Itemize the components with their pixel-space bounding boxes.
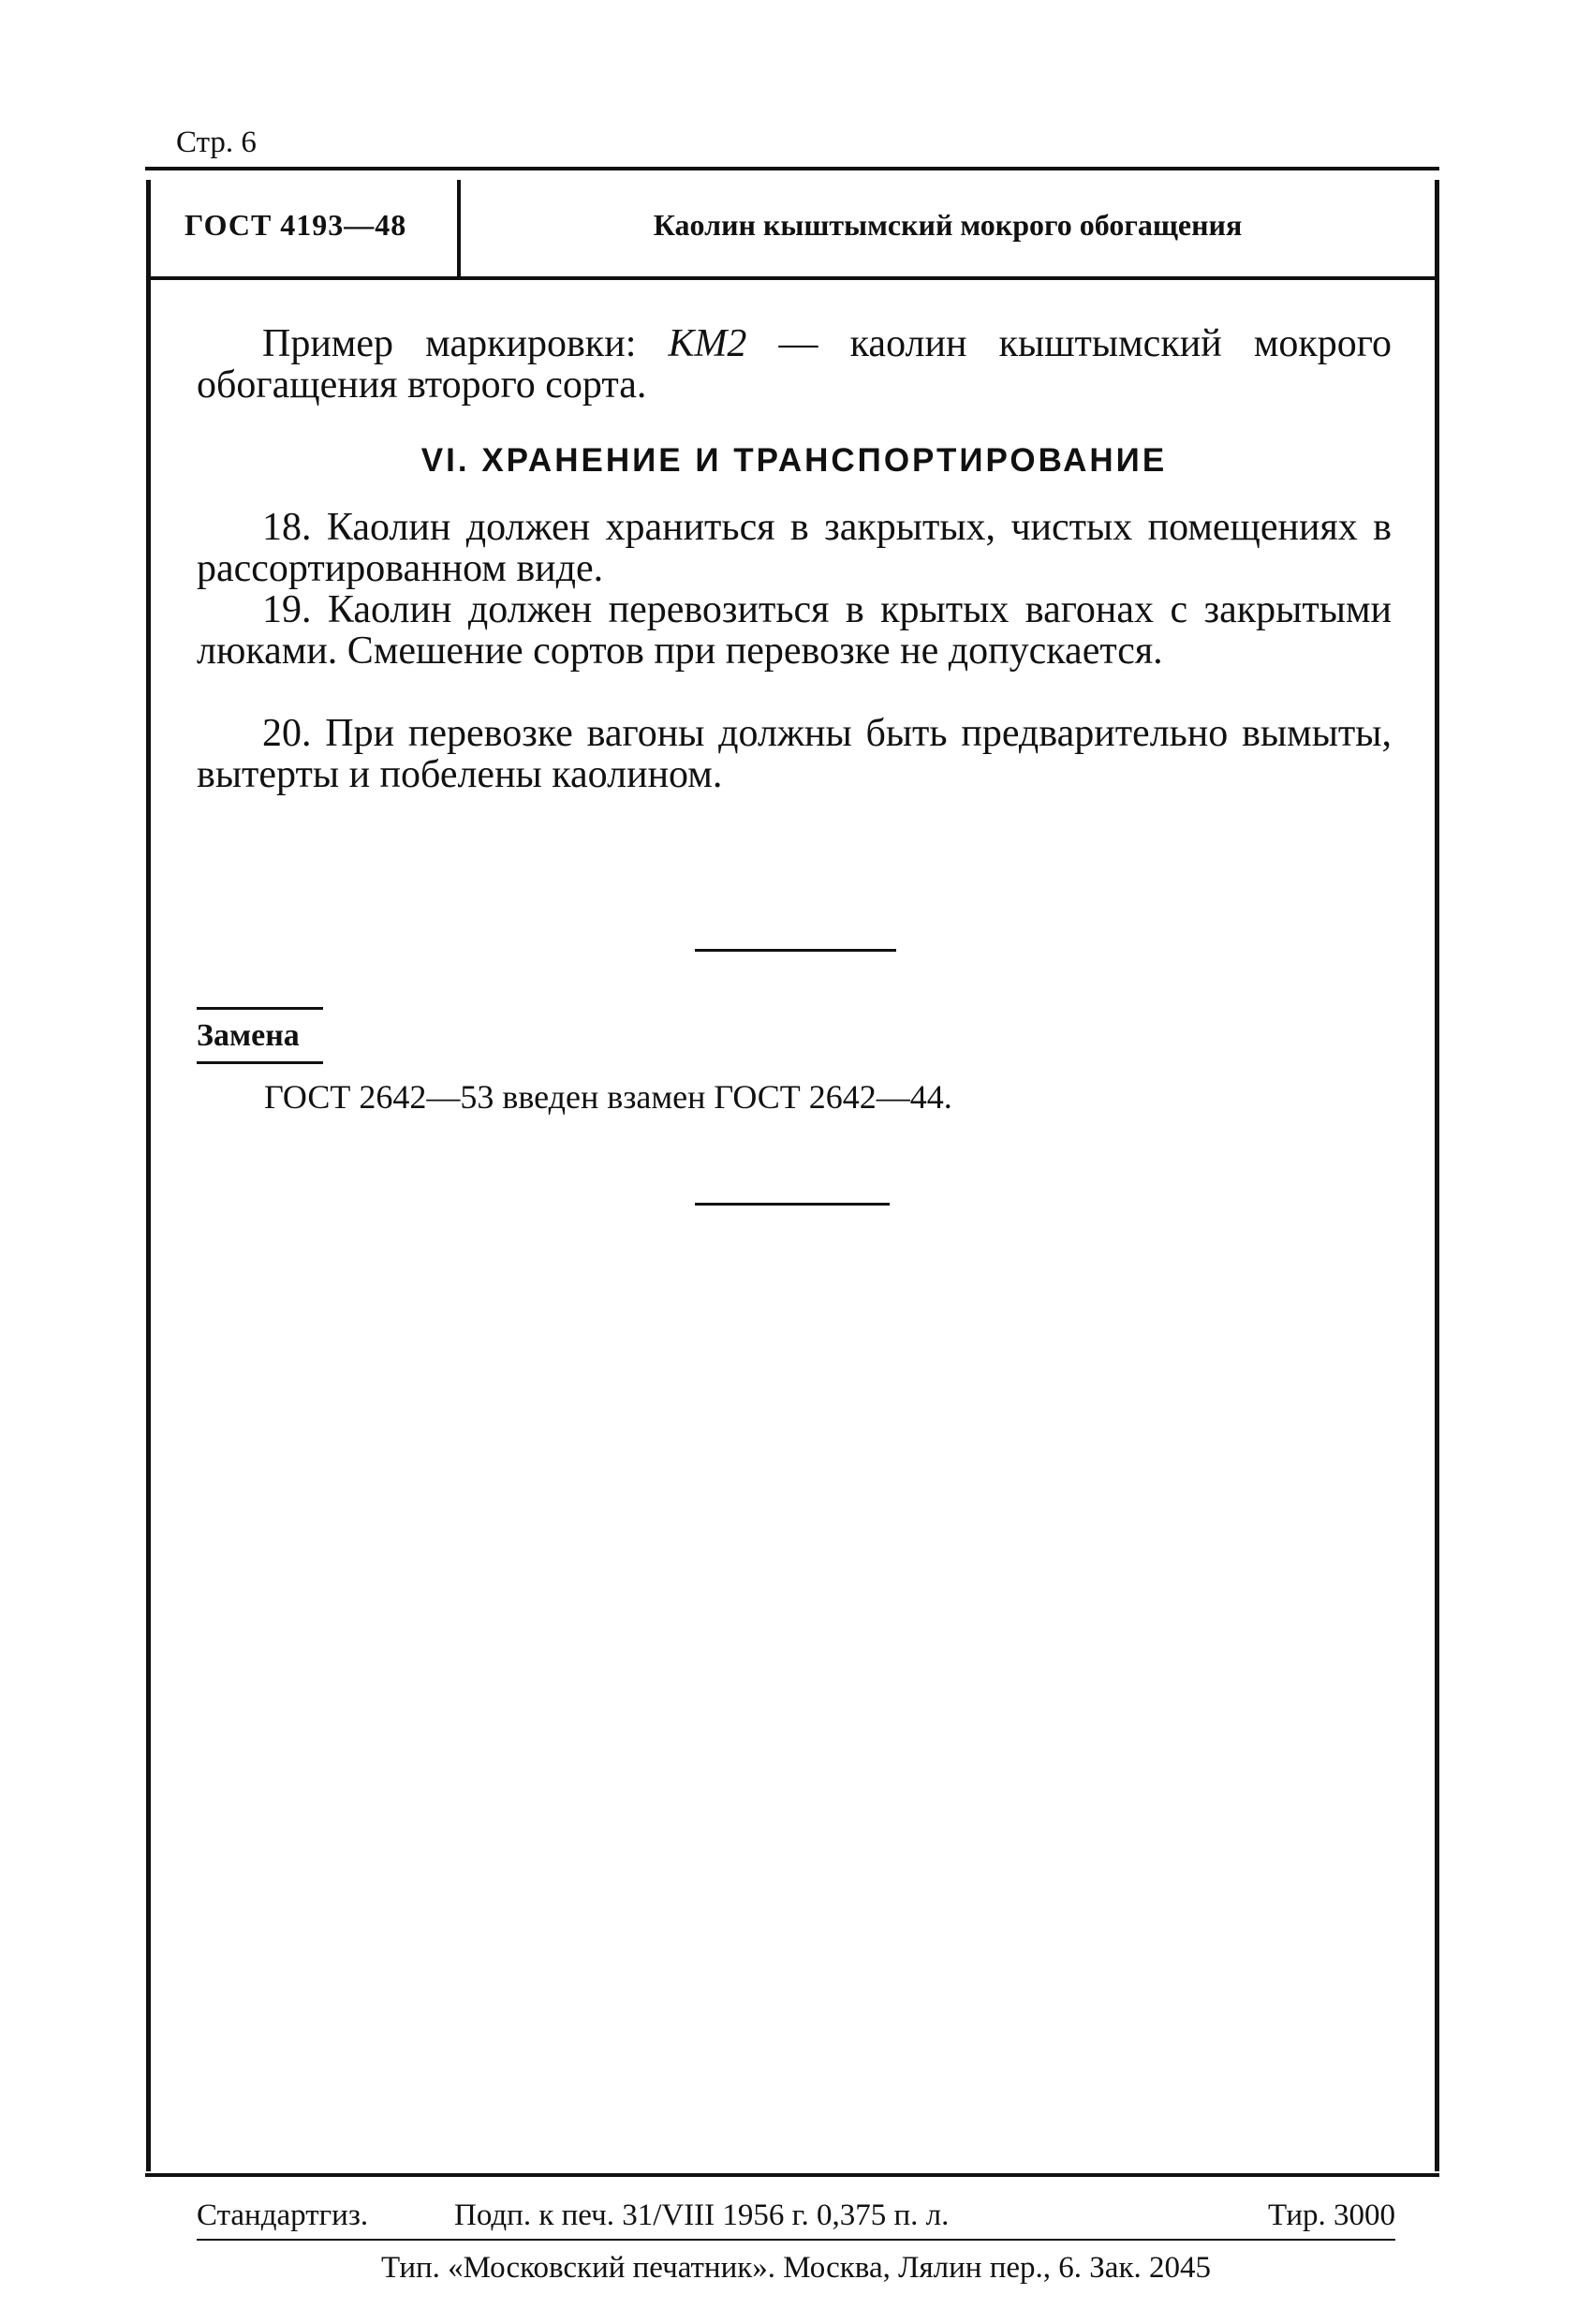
imprint-printer: Тип. «Московский печатник». Москва, Лялин пер., 6. Зак. 2045 — [381, 2251, 1211, 2285]
frame-left-border — [146, 180, 151, 2171]
header-rule — [151, 276, 1439, 280]
imprint-print-run: Тир. 3000 — [1268, 2198, 1395, 2232]
end-separator — [695, 1203, 890, 1206]
section-title: VI. ХРАНЕНИЕ И ТРАНСПОРТИРОВАНИЕ — [420, 442, 1168, 479]
clause-20: 20. При перевозке вагоны должны быть предварительно вымыты, вытерты и побелены каолином. — [197, 712, 1392, 796]
marking-prefix: Пример маркировки: — [262, 322, 669, 365]
bottom-rule — [145, 2173, 1439, 2177]
replacement-overline — [197, 1007, 323, 1010]
document-title: Каолин кыштымский мокрого обогащения — [653, 208, 1243, 242]
replacement-text: ГОСТ 2642—53 введен взамен ГОСТ 2642—44. — [264, 1078, 952, 1116]
clause-19: 19. Каолин должен перевозиться в крытых вагонах с закрытыми люками. Смешение сортов при перевозке не допускается. — [197, 588, 1392, 673]
clause-18: 18. Каолин должен храниться в закрытых, чистых помещениях в рассортированном виде. — [197, 506, 1392, 590]
section-separator — [695, 949, 896, 952]
marking-code: КМ2 — [668, 322, 747, 365]
imprint-signed: Подп. к печ. 31/VIII 1956 г. 0,375 п. л. — [454, 2198, 950, 2232]
page-number: Стр. 6 — [176, 126, 257, 159]
frame-right-border — [1435, 180, 1439, 2171]
replacement-underline — [197, 1061, 323, 1064]
top-rule — [145, 167, 1439, 170]
marking-suffix: — каолин кыштымский мокрого обогащения второго сорта. — [197, 322, 1392, 407]
standard-code: ГОСТ 4193—48 — [184, 208, 407, 242]
imprint-publisher: Стандартгиз. — [197, 2198, 369, 2232]
marking-example — [197, 323, 1392, 406]
replacement-heading: Замена — [197, 1018, 300, 1053]
imprint-rule — [197, 2239, 1395, 2241]
